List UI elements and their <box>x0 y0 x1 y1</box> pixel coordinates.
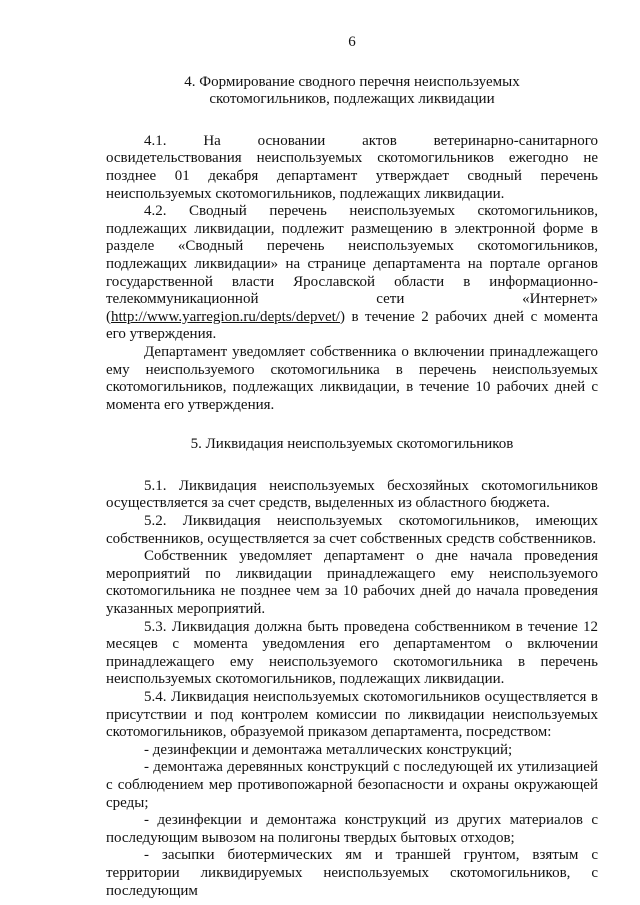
paragraph-4-2-text-end: ) в течение 2 рабочих дней с момента его утверждения. <box>106 308 598 343</box>
spacer <box>106 454 598 478</box>
spacer <box>106 414 598 436</box>
list-item: - засыпки биотермических ям и траншей грунтом, взятым с территории ликвидируемых неиспользуемых скотомогильников, с последующим <box>106 847 598 899</box>
section-4-heading <box>106 74 598 109</box>
spacer <box>106 109 598 133</box>
section-5-heading: 5. Ликвидация неиспользуемых скотомогильников <box>190 436 514 453</box>
paragraph-4-notice: Департамент уведомляет собственника о включении принадлежащего ему неиспользуемого скотомогильника в перечень неиспользуемых скотомогильников, подлежащих ликвидации, в течение 10 рабочих дней с момента его утверждения. <box>106 343 598 413</box>
portal-link[interactable]: http://www.yarregion.ru/depts/depvet/ <box>111 308 340 325</box>
paragraph-5-1: 5.1. Ликвидация неиспользуемых бесхозяйных скотомогильников осуществляется за счет средств, выделенных из областного бюджета. <box>106 477 598 512</box>
page-number: 6 <box>348 34 356 50</box>
paragraph-4-2-text-start: 4.2. Сводный перечень неиспользуемых скотомогильников, подлежащих ликвидации, подлежит размещению в электронной форме в разделе «Сводный перечень неиспользуемых скотомогильников, подлежащих ликвидации» на странице департамента на портале органов государственной власти Ярославской области в информационно-телекоммуникационной сети «Интернет» ( <box>106 203 598 325</box>
list-item: - дезинфекции и демонтажа конструкций из других материалов с последующим вывозом на полигоны твердых бытовых отходов; <box>106 812 598 846</box>
section-4-heading-line-2: скотомогильников, подлежащих ликвидации <box>209 91 495 108</box>
list-item: - демонтажа деревянных конструкций с последующей их утилизацией с соблюдением мер противопожарной безопасности и охраны окружающей среды; <box>106 759 598 811</box>
section-4-heading-line-1: 4. Формирование сводного перечня неиспользуемых <box>184 73 520 90</box>
list-item: - дезинфекции и демонтажа металлических конструкций; <box>144 741 513 758</box>
paragraph-4-2 <box>106 203 598 344</box>
paragraph-5-owner-notice: Собственник уведомляет департамент о дне начала проведения мероприятий по ликвидации принадлежащего ему неиспользуемого скотомогильника не позднее чем за 10 рабочих дней до начала проведения указанных мероприятий. <box>106 548 598 618</box>
paragraph-5-4: 5.4. Ликвидация неиспользуемых скотомогильников осуществляется в присутствии и под контролем комиссии по ликвидации неиспользуемых скотомогильников, образуемой приказом департамента, посредством: <box>106 689 598 741</box>
paragraph-5-2: 5.2. Ликвидация неиспользуемых скотомогильников, имеющих собственников, осуществляется за счет собственных средств собственников. <box>106 513 598 547</box>
paragraph-5-3: 5.3. Ликвидация должна быть проведена собственником в течение 12 месяцев с момента уведомления его департаментом о включении принадлежащего ему неиспользуемого скотомогильника в перечень неиспользуемых скотомогильников, подлежащих ликвидации. <box>106 618 598 688</box>
paragraph-4-1: 4.1. На основании актов ветеринарно-санитарного освидетельствования неиспользуемых скотомогильников ежегодно не позднее 01 декабря департамент утверждает сводный перечень неиспользуемых скотомогильников, подлежащих ликвидации. <box>106 132 598 202</box>
